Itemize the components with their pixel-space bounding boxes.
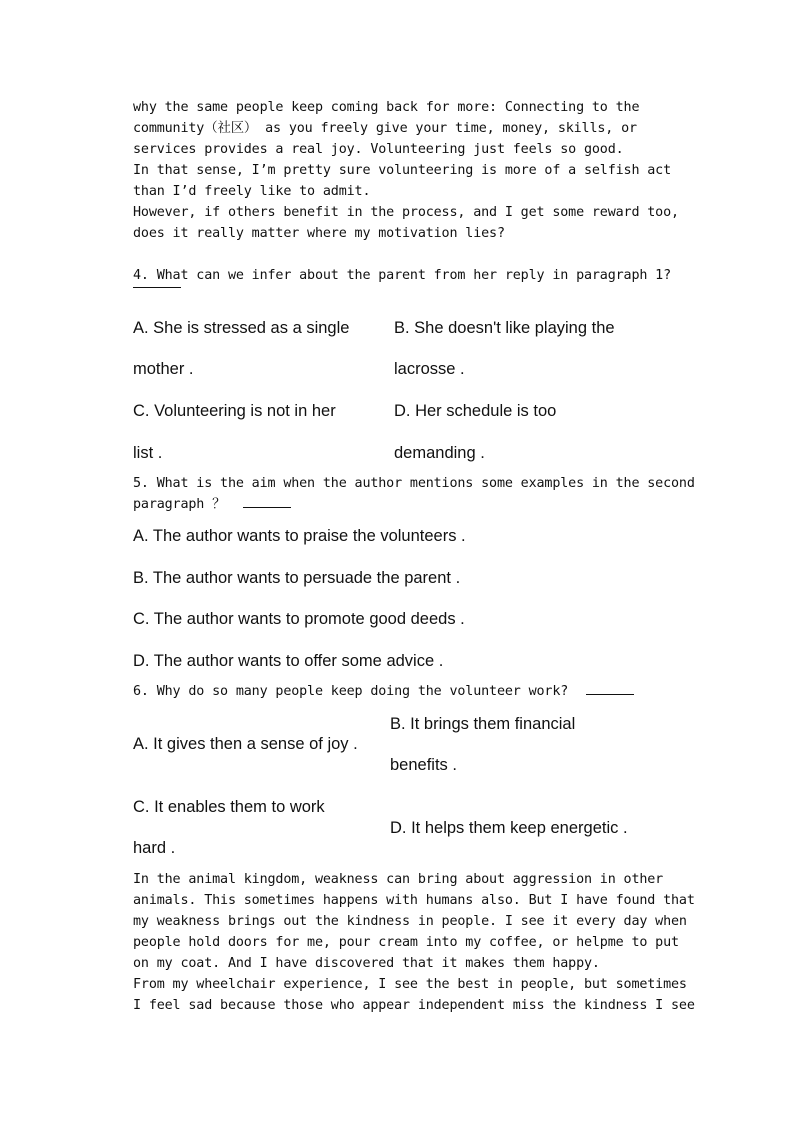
- q5-answer-blank[interactable]: [243, 495, 291, 508]
- q5-stem-line1: 5. What is the aim when the author mentions some examples in the second: [133, 476, 695, 491]
- q4-stem: 4. What can we infer about the parent from her reply in paragraph 1?: [133, 268, 672, 283]
- q4-option-d-line1: D. Her schedule is too: [394, 402, 557, 420]
- q6-option-d: D. It helps them keep energetic .: [390, 819, 628, 837]
- passage1-line-3: services provides a real joy. Volunteering just feels so good.: [133, 142, 624, 157]
- q6-option-c-line2: hard .: [133, 839, 176, 857]
- q6-option-b-line1: B. It brings them financial: [390, 715, 576, 733]
- passage2-line-7: I feel sad because those who appear independent miss the kindness I see: [133, 998, 695, 1013]
- q5-stem-line2: paragraph ？: [133, 497, 226, 512]
- q4-option-b-line1: B. She doesn't like playing the: [394, 319, 615, 337]
- q4-option-a-line2: mother .: [133, 360, 194, 378]
- passage1-line-6: However, if others benefit in the process, and I get some reward too,: [133, 205, 679, 220]
- q5-option-c: C. The author wants to promote good deeds .: [133, 610, 465, 628]
- q4-option-c-line1: C. Volunteering is not in her: [133, 402, 336, 420]
- passage2-line-5: on my coat. And I have discovered that it makes them happy.: [133, 956, 600, 971]
- passage1-line-2: community（社区） as you freely give your time, money, skills, or: [133, 121, 637, 136]
- q6-option-b-line2: benefits .: [390, 756, 457, 774]
- q6-stem-wrap: [133, 681, 634, 702]
- q6-answer-blank[interactable]: [586, 682, 634, 695]
- passage2-line-4: people hold doors for me, pour cream into my coffee, or helpme to put: [133, 935, 679, 950]
- q4-option-c-line2: list .: [133, 444, 163, 462]
- q4-option-a-line1: A. She is stressed as a single: [133, 319, 350, 337]
- passage1-line-4: In that sense, I’m pretty sure volunteering is more of a selfish act: [133, 163, 672, 178]
- passage2-line-6: From my wheelchair experience, I see the best in people, but sometimes: [133, 977, 687, 992]
- passage2-line-3: my weakness brings out the kindness in people. I see it every day when: [133, 914, 687, 929]
- q5-option-a: A. The author wants to praise the volunteers .: [133, 527, 466, 545]
- q6-stem: 6. Why do so many people keep doing the volunteer work?: [133, 684, 569, 699]
- q5-option-b: B. The author wants to persuade the parent .: [133, 569, 461, 587]
- passage1-line-5: than I’d freely like to admit.: [133, 184, 371, 199]
- passage1-line-7: does it really matter where my motivation lies?: [133, 226, 505, 241]
- q6-option-c-line1: C. It enables them to work: [133, 798, 325, 816]
- q4-option-d-line2: demanding .: [394, 444, 485, 462]
- q6-option-a: A. It gives then a sense of joy .: [133, 735, 358, 753]
- q4-answer-blank[interactable]: [133, 287, 181, 288]
- passage2-line-2: animals. This sometimes happens with humans also. But I have found that: [133, 893, 695, 908]
- q4-option-b-line2: lacrosse .: [394, 360, 465, 378]
- q5-stem-line2-wrap: [133, 494, 291, 515]
- passage1-line-1: why the same people keep coming back for more: Connecting to the: [133, 100, 640, 115]
- q5-option-d: D. The author wants to offer some advice .: [133, 652, 444, 670]
- passage2-line-1: In the animal kingdom, weakness can bring about aggression in other: [133, 872, 664, 887]
